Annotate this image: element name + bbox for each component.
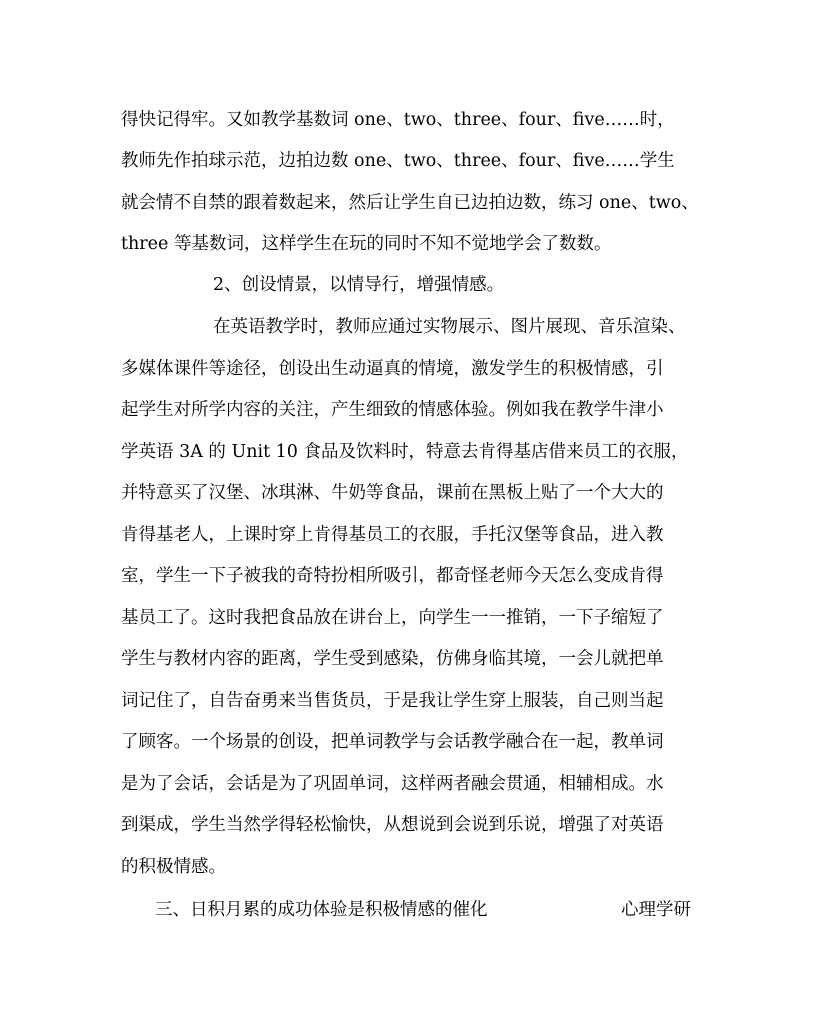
body-line: 学英语 3A 的 Unit 10 食品及饮料时，特意去肯得基店借来员工的衣服， (121, 442, 689, 462)
body-line: 教师先作拍球示范，边拍边数 one、two、three、four、five……学生 (121, 151, 675, 171)
body-line: 就会情不自禁的跟着数起来，然后让学生自已边拍边数，练习 one、two、 (121, 193, 699, 213)
body-line: 起学生对所学内容的关注，产生细致的情感体验。例如我在教学牛津小 (121, 400, 664, 420)
body-line: 到渠成，学生当然学得轻松愉快，从想说到会说到乐说，增强了对英语 (121, 815, 664, 835)
body-line: 词记住了，自告奋勇来当售货员，于是我让学生穿上服装，自己则当起 (121, 691, 664, 711)
body-line: 得快记得牢。又如教学基数词 one、two、three、four、five……时， (121, 110, 675, 130)
body-line: 室，学生一下子被我的奇特扮相所吸引，都奇怪老师今天怎么变成肯得 (121, 566, 664, 586)
subsection-heading: 2、创设情景，以情导行，增强情感。 (213, 275, 505, 295)
body-line: 是为了会话，会话是为了巩固单词，这样两者融会贯通，相辅相成。水 (121, 774, 664, 794)
body-line: 基员工了。这时我把食品放在讲台上，向学生一一推销，一下子缩短了 (121, 608, 664, 628)
body-line: three 等基数词，这样学生在玩的同时不知不觉地学会了数数。 (121, 234, 612, 254)
body-line: 了顾客。一个场景的创设，把单词教学与会话教学融合在一起，教单词 (121, 732, 664, 752)
body-line: 肯得基老人，上课时穿上肯得基员工的衣服，手托汉堡等食品，进入教 (121, 525, 664, 545)
section-heading-continuation: 心理学研 (621, 900, 691, 920)
body-line: 并特意买了汉堡、冰琪淋、牛奶等食品，课前在黑板上贴了一个大大的 (121, 483, 664, 503)
paragraph-first-line: 在英语教学时，教师应通过实物展示、图片展现、音乐渲染、 (213, 317, 686, 337)
body-line: 的积极情感。 (121, 857, 226, 877)
body-line: 学生与教材内容的距离，学生受到感染，仿佛身临其境，一会儿就把单 (121, 649, 664, 669)
body-line: 多媒体课件等途径，创设出生动逼真的情境，激发学生的积极情感，引 (121, 359, 664, 379)
section-heading: 三、日积月累的成功体验是积极情感的催化 (155, 900, 488, 920)
